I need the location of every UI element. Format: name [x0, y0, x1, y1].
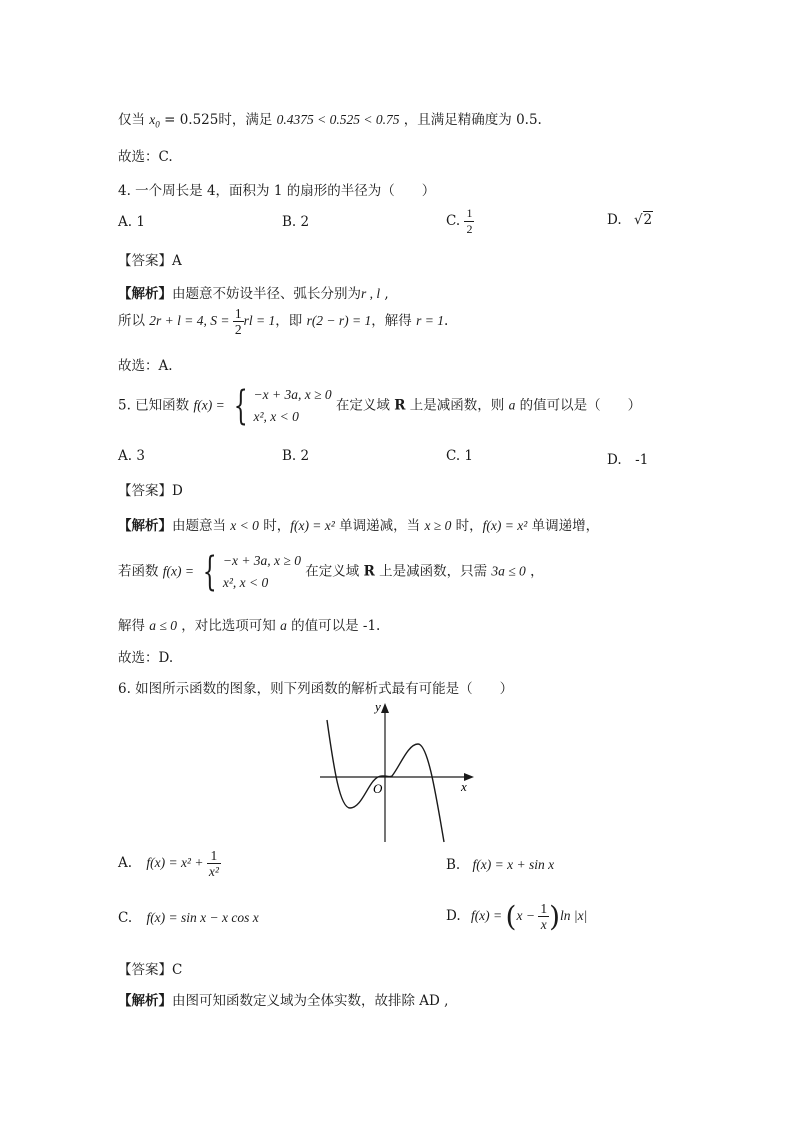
- fraction: [207, 848, 221, 879]
- analysis-line: [118, 514, 599, 534]
- text: .: [443, 313, 449, 329]
- analysis-line: [118, 550, 544, 594]
- option-c: C. 1: [446, 448, 474, 464]
- numerator: 1: [540, 901, 548, 916]
- text: ，解得: [371, 313, 417, 329]
- origin-label: O: [373, 781, 383, 796]
- text: ，且满足精确度为 0.5.: [399, 112, 542, 128]
- fraction: [233, 306, 244, 337]
- text: 仅当: [118, 112, 150, 128]
- option-label: A.: [118, 855, 133, 871]
- math: a: [280, 618, 287, 633]
- math: R: [363, 563, 375, 580]
- math: r , l: [361, 286, 381, 301]
- option-d: D. -1: [607, 452, 649, 468]
- math: rl = 1: [243, 313, 276, 328]
- numerator: 1: [207, 848, 221, 864]
- text: 解得: [118, 618, 150, 634]
- x-axis-label: x: [461, 779, 467, 794]
- math: 2r + l = 4, S =: [149, 313, 233, 328]
- math: f(x) =: [162, 563, 198, 579]
- question-stem: 4. 一个周长是 4，面积为 1 的扇形的半径为（ ）: [118, 183, 436, 199]
- option-b: B. 2: [282, 448, 310, 464]
- brace-icon: {: [203, 549, 218, 595]
- option-label: B.: [446, 857, 461, 873]
- answer-line: 【答案】D: [118, 483, 183, 499]
- option-label: C.: [118, 910, 133, 926]
- analysis-line: [118, 614, 380, 634]
- piecewise: [228, 384, 332, 428]
- analysis-line: [118, 282, 389, 302]
- text: 时，: [451, 518, 483, 534]
- math: x ≥ 0: [424, 518, 452, 533]
- math: x < 0: [230, 518, 259, 533]
- option-label: C.: [446, 213, 461, 229]
- text: 单调递增，: [527, 518, 600, 534]
- option-d: [446, 900, 587, 933]
- text: 由题意当: [172, 518, 231, 534]
- option-label: D.: [607, 212, 622, 228]
- option-c: [118, 910, 259, 926]
- y-axis-label: y: [375, 700, 381, 714]
- text-line: 故选：C.: [118, 149, 173, 165]
- math: f(x) =: [193, 397, 229, 413]
- option-c: [446, 206, 474, 237]
- fraction: [464, 206, 474, 237]
- case: x², x < 0: [222, 575, 269, 590]
- text: 在定义域: [331, 397, 395, 414]
- math: 3a ≤ 0: [491, 563, 526, 579]
- math: f(x) = x²: [290, 518, 335, 533]
- math: f(x) = x² +: [146, 855, 207, 870]
- option-a: [118, 848, 221, 879]
- analysis-head: 【解析】: [118, 993, 172, 1009]
- denominator: 2: [466, 222, 473, 236]
- analysis-line: [118, 306, 448, 337]
- text-line: 故选：D.: [118, 650, 174, 666]
- math: r(2 − r) = 1: [306, 313, 372, 328]
- denominator: x: [540, 917, 547, 932]
- text: ,: [380, 286, 389, 302]
- brace-icon: {: [233, 383, 248, 429]
- option-a: A. 3: [118, 448, 145, 464]
- text: ，对比选项可知: [176, 618, 281, 634]
- y-arrow-icon: [381, 703, 389, 713]
- numerator: 1: [234, 306, 242, 321]
- text: = 0.525时，满足: [159, 112, 277, 128]
- option-label: D.: [446, 908, 461, 924]
- math: R: [394, 397, 406, 414]
- text: ，: [525, 563, 544, 580]
- text: 上是减函数，则: [405, 397, 509, 414]
- text: 由图可知函数定义域为全体实数，故排除 AD ,: [172, 993, 449, 1009]
- answer-line: 【答案】C: [118, 962, 183, 978]
- piecewise: [197, 550, 301, 594]
- denominator: x²: [208, 864, 219, 879]
- text: 所以: [118, 313, 150, 329]
- question-stem: [118, 384, 641, 428]
- analysis-head: 【解析】: [118, 286, 172, 302]
- math: a ≤ 0: [149, 618, 177, 633]
- sqrt-icon: √2: [633, 212, 653, 228]
- text: 的值可以是（ ）: [515, 397, 642, 414]
- text: 在定义域: [300, 563, 364, 580]
- option-b: B. 2: [282, 214, 310, 230]
- text-line: 故选：A.: [118, 358, 173, 374]
- math: f(x) = x + sin x: [472, 857, 555, 872]
- text: 若函数: [118, 563, 163, 580]
- cases: [254, 384, 332, 428]
- math: f(x) =: [470, 908, 506, 923]
- math: x: [149, 112, 156, 127]
- option-d: [607, 212, 653, 228]
- text: 单调递减，当: [334, 518, 425, 534]
- case: x², x < 0: [253, 409, 299, 424]
- question-stem: 6. 如图所示函数的图象，则下列函数的解析式最有可能是（ ）: [118, 681, 514, 697]
- numerator: 1: [466, 206, 473, 220]
- case: −x + 3a, x ≥ 0: [222, 553, 301, 568]
- denominator: 2: [234, 322, 242, 337]
- math: x −: [516, 908, 539, 923]
- paren-icon: ): [549, 900, 561, 933]
- analysis-head: 【解析】: [118, 518, 172, 534]
- text: ，即: [275, 313, 307, 329]
- text: 时，: [258, 518, 291, 534]
- radicand: 2: [643, 212, 653, 228]
- math: a: [508, 397, 516, 413]
- text: 由题意不妨设半径、弧长分别为: [172, 286, 361, 302]
- math: f(x) = x²: [482, 518, 528, 533]
- math: ln |x|: [560, 908, 588, 923]
- text: 上是减函数，只需: [374, 563, 492, 580]
- option-b: [446, 857, 554, 873]
- math: f(x) = sin x − x cos x: [146, 910, 259, 925]
- math: 0: [155, 119, 160, 130]
- answer-line: 【答案】A: [118, 253, 182, 269]
- cases: [223, 550, 301, 594]
- text: 5. 已知函数: [118, 397, 194, 414]
- text: 的值可以是 -1.: [286, 618, 381, 634]
- fraction: [538, 901, 549, 932]
- paren-icon: (: [505, 900, 517, 933]
- text-line: [118, 108, 542, 130]
- analysis-line: [118, 989, 448, 1009]
- option-a: A. 1: [118, 214, 145, 230]
- math: 0.4375 < 0.525 < 0.75: [276, 112, 400, 127]
- math: r = 1: [416, 313, 444, 328]
- case: −x + 3a, x ≥ 0: [253, 387, 332, 402]
- function-graph: [318, 700, 478, 845]
